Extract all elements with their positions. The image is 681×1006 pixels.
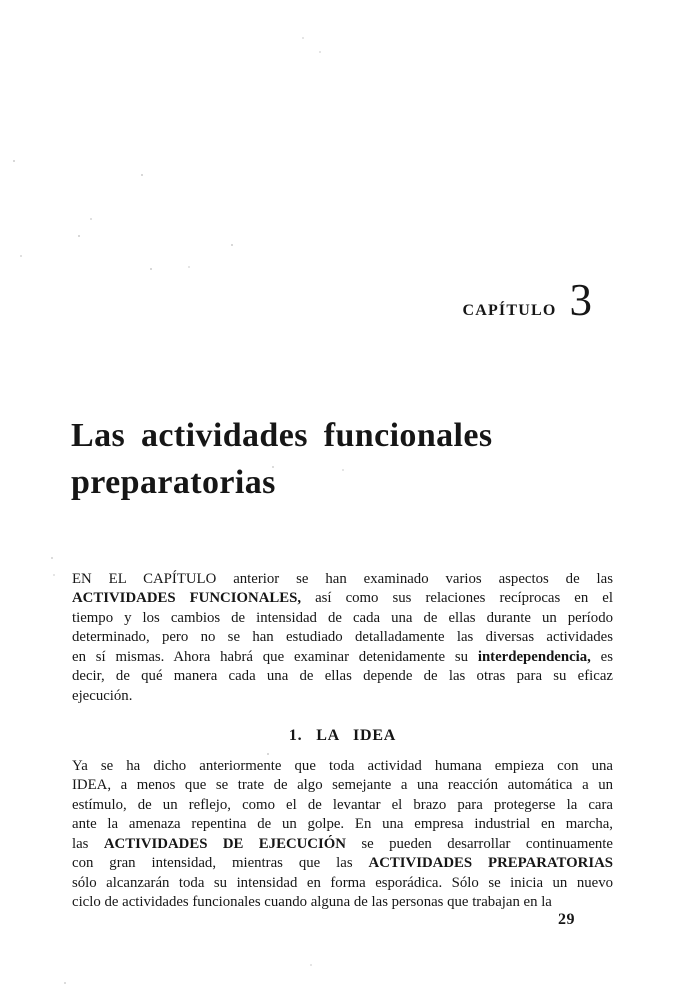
text-line [72,609,613,628]
text-run: tiempo y los cambios de intensidad de cada una de ellas durante un período [72,609,613,626]
text-line [72,757,613,776]
scan-speck [302,37,304,39]
text-run: decir, de qué manera cada una de ellas depende de las otras para su eficaz [72,668,613,685]
text-run: se pueden desarrollar continuamente [345,835,613,852]
bold-text-run: ACTIVIDADES DE EJECUCIÓN [103,835,346,852]
text-run: estímulo, de un reflejo, como el de levantar el brazo para protegerse la cara [72,796,613,813]
text-line [72,628,613,647]
section-heading: 1. LA IDEA [288,727,397,744]
text-line [72,589,613,608]
text-run: es [590,648,613,665]
text-line [72,776,613,795]
text-line [72,687,613,706]
text-run: Ya se ha dicho anteriormente que toda actividad humana empieza con una [72,758,613,774]
text-run: ante la amenaza repentina de un golpe. En una empresa industrial en marcha, [72,816,613,833]
scan-speck [20,255,22,257]
scan-speck [90,218,92,220]
page-number: 29 [558,911,575,928]
text-line [72,835,613,854]
chapter-header [462,275,592,325]
chapter-label: CAPÍTULO [462,302,557,319]
page-title-line-1: Las actividades funcionales [71,417,493,454]
text-line [72,648,613,667]
scan-speck [141,174,143,176]
scan-speck [78,235,80,237]
text-line [72,570,613,589]
text-run: con gran intensidad, mientras que las [72,855,369,872]
scan-speck [342,469,344,471]
text-line [72,893,613,912]
bold-text-run: ACTIVIDADES FUNCIONALES, [72,590,302,607]
scan-speck [272,466,274,468]
scan-speck [150,268,152,270]
page-title-line-2: preparatorias [71,464,276,501]
scan-speck [13,160,15,162]
text-line [72,667,613,686]
text-run: las [72,835,104,852]
scan-speck [267,753,269,755]
chapter-number: 3 [569,275,592,325]
text-line [72,854,613,873]
text-line [72,874,613,893]
page-title [71,412,493,506]
text-run: ciclo de actividades funcionales cuando alguna de las personas que trabajan en la [72,894,552,911]
paragraph-intro [72,570,613,706]
text-line [72,796,613,815]
text-run: IDEA, a menos que se trate de algo semejante a una reacción automática a un [72,777,613,794]
scan-speck [231,244,233,246]
text-run: sólo alcanzarán toda su intensidad en forma esporádica. Sólo se inicia un nuevo [72,874,613,891]
scan-speck [64,982,66,984]
text-run: así como sus relaciones recíprocas en el [301,590,613,607]
bold-text-run: ACTIVIDADES PREPARATORIAS [368,855,613,872]
text-line [72,815,613,834]
text-run: en sí mismas. Ahora habrá que examinar detenidamente su [72,648,478,665]
scan-speck [51,557,53,559]
bold-text-run: interdependencia, [477,648,591,665]
paragraph-la-idea [72,757,613,913]
text-run: ejecución. [72,687,133,704]
scan-speck [53,574,55,576]
scan-speck [188,266,190,268]
text-run: determinado, pero no se han estudiado detalladamente las diversas actividades [72,629,613,646]
scan-speck [319,51,321,53]
scan-speck [310,964,312,966]
text-run: EN EL CAPÍTULO anterior se han examinado varios aspectos de las [72,571,613,587]
